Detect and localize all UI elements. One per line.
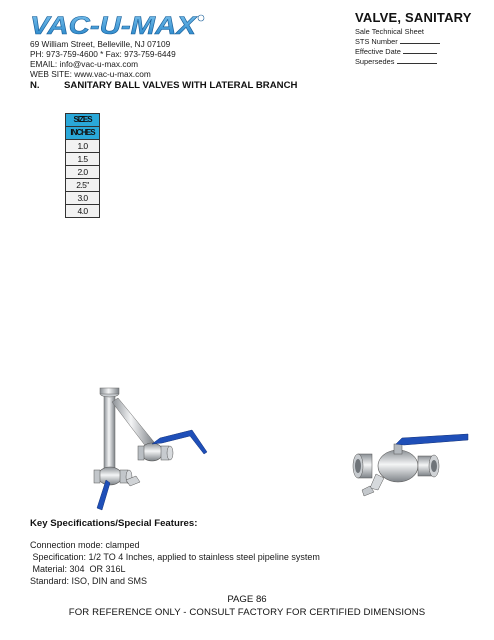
lateral-branch-valve-photo (82, 380, 212, 512)
doc-subtitle: Sale Technical Sheet (355, 27, 424, 36)
size-cell: 4.0 (66, 205, 100, 218)
supersedes-field (355, 57, 437, 66)
website: WEB SITE: www.vac-u-max.com (30, 69, 151, 79)
sizes-header: SIZES (66, 114, 100, 127)
effective-date-label: Effective Date (355, 47, 401, 56)
address: 69 William Street, Belleville, NJ 07109 (30, 39, 171, 49)
size-cell: 1.0 (66, 140, 100, 153)
document-title: VALVE, SANITARY (355, 10, 472, 25)
section-title: SANITARY BALL VALVES WITH LATERAL BRANCH (64, 80, 298, 91)
inches-header: INCHES (66, 127, 100, 140)
section-number: N. (30, 80, 40, 91)
spec-item: Material: 304 OR 316L (30, 564, 126, 574)
spec-item: Standard: ISO, DIN and SMS (30, 576, 148, 586)
size-cell: 2.0 (66, 166, 100, 179)
effective-date-blank (403, 47, 437, 54)
spec-item: Specification: 1/2 TO 4 Inches, applied to stainless steel pipeline system (30, 552, 320, 562)
specs-title: Key Specifications/Special Features: (30, 518, 198, 529)
section-heading (30, 80, 297, 91)
ball-valve-photo (340, 414, 470, 504)
sts-number-blank (400, 37, 440, 44)
sts-number-label: STS Number (355, 37, 398, 46)
supersedes-label: Supersedes (355, 57, 395, 66)
phone: PH: 973-759-4600 * Fax: 973-759-6449 (30, 49, 176, 59)
logo-text: VAC-U-MAX (30, 12, 198, 38)
vac-u-max-logo (28, 12, 206, 38)
sizes-table (65, 113, 100, 218)
supersedes-blank (397, 57, 437, 64)
footer-notice: FOR REFERENCE ONLY - CONSULT FACTORY FOR CERTIFIED DIMENSIONS (68, 607, 426, 618)
page-number: PAGE 86 (227, 594, 267, 605)
size-cell: 1.5 (66, 153, 100, 166)
spec-item: Connection mode: clamped (30, 540, 140, 550)
email: EMAIL: info@vac-u-max.com (30, 59, 139, 69)
effective-date-field (355, 47, 437, 56)
size-cell: 3.0 (66, 192, 100, 205)
size-cell: 2.5" (66, 179, 100, 192)
sts-number-field (355, 37, 440, 46)
